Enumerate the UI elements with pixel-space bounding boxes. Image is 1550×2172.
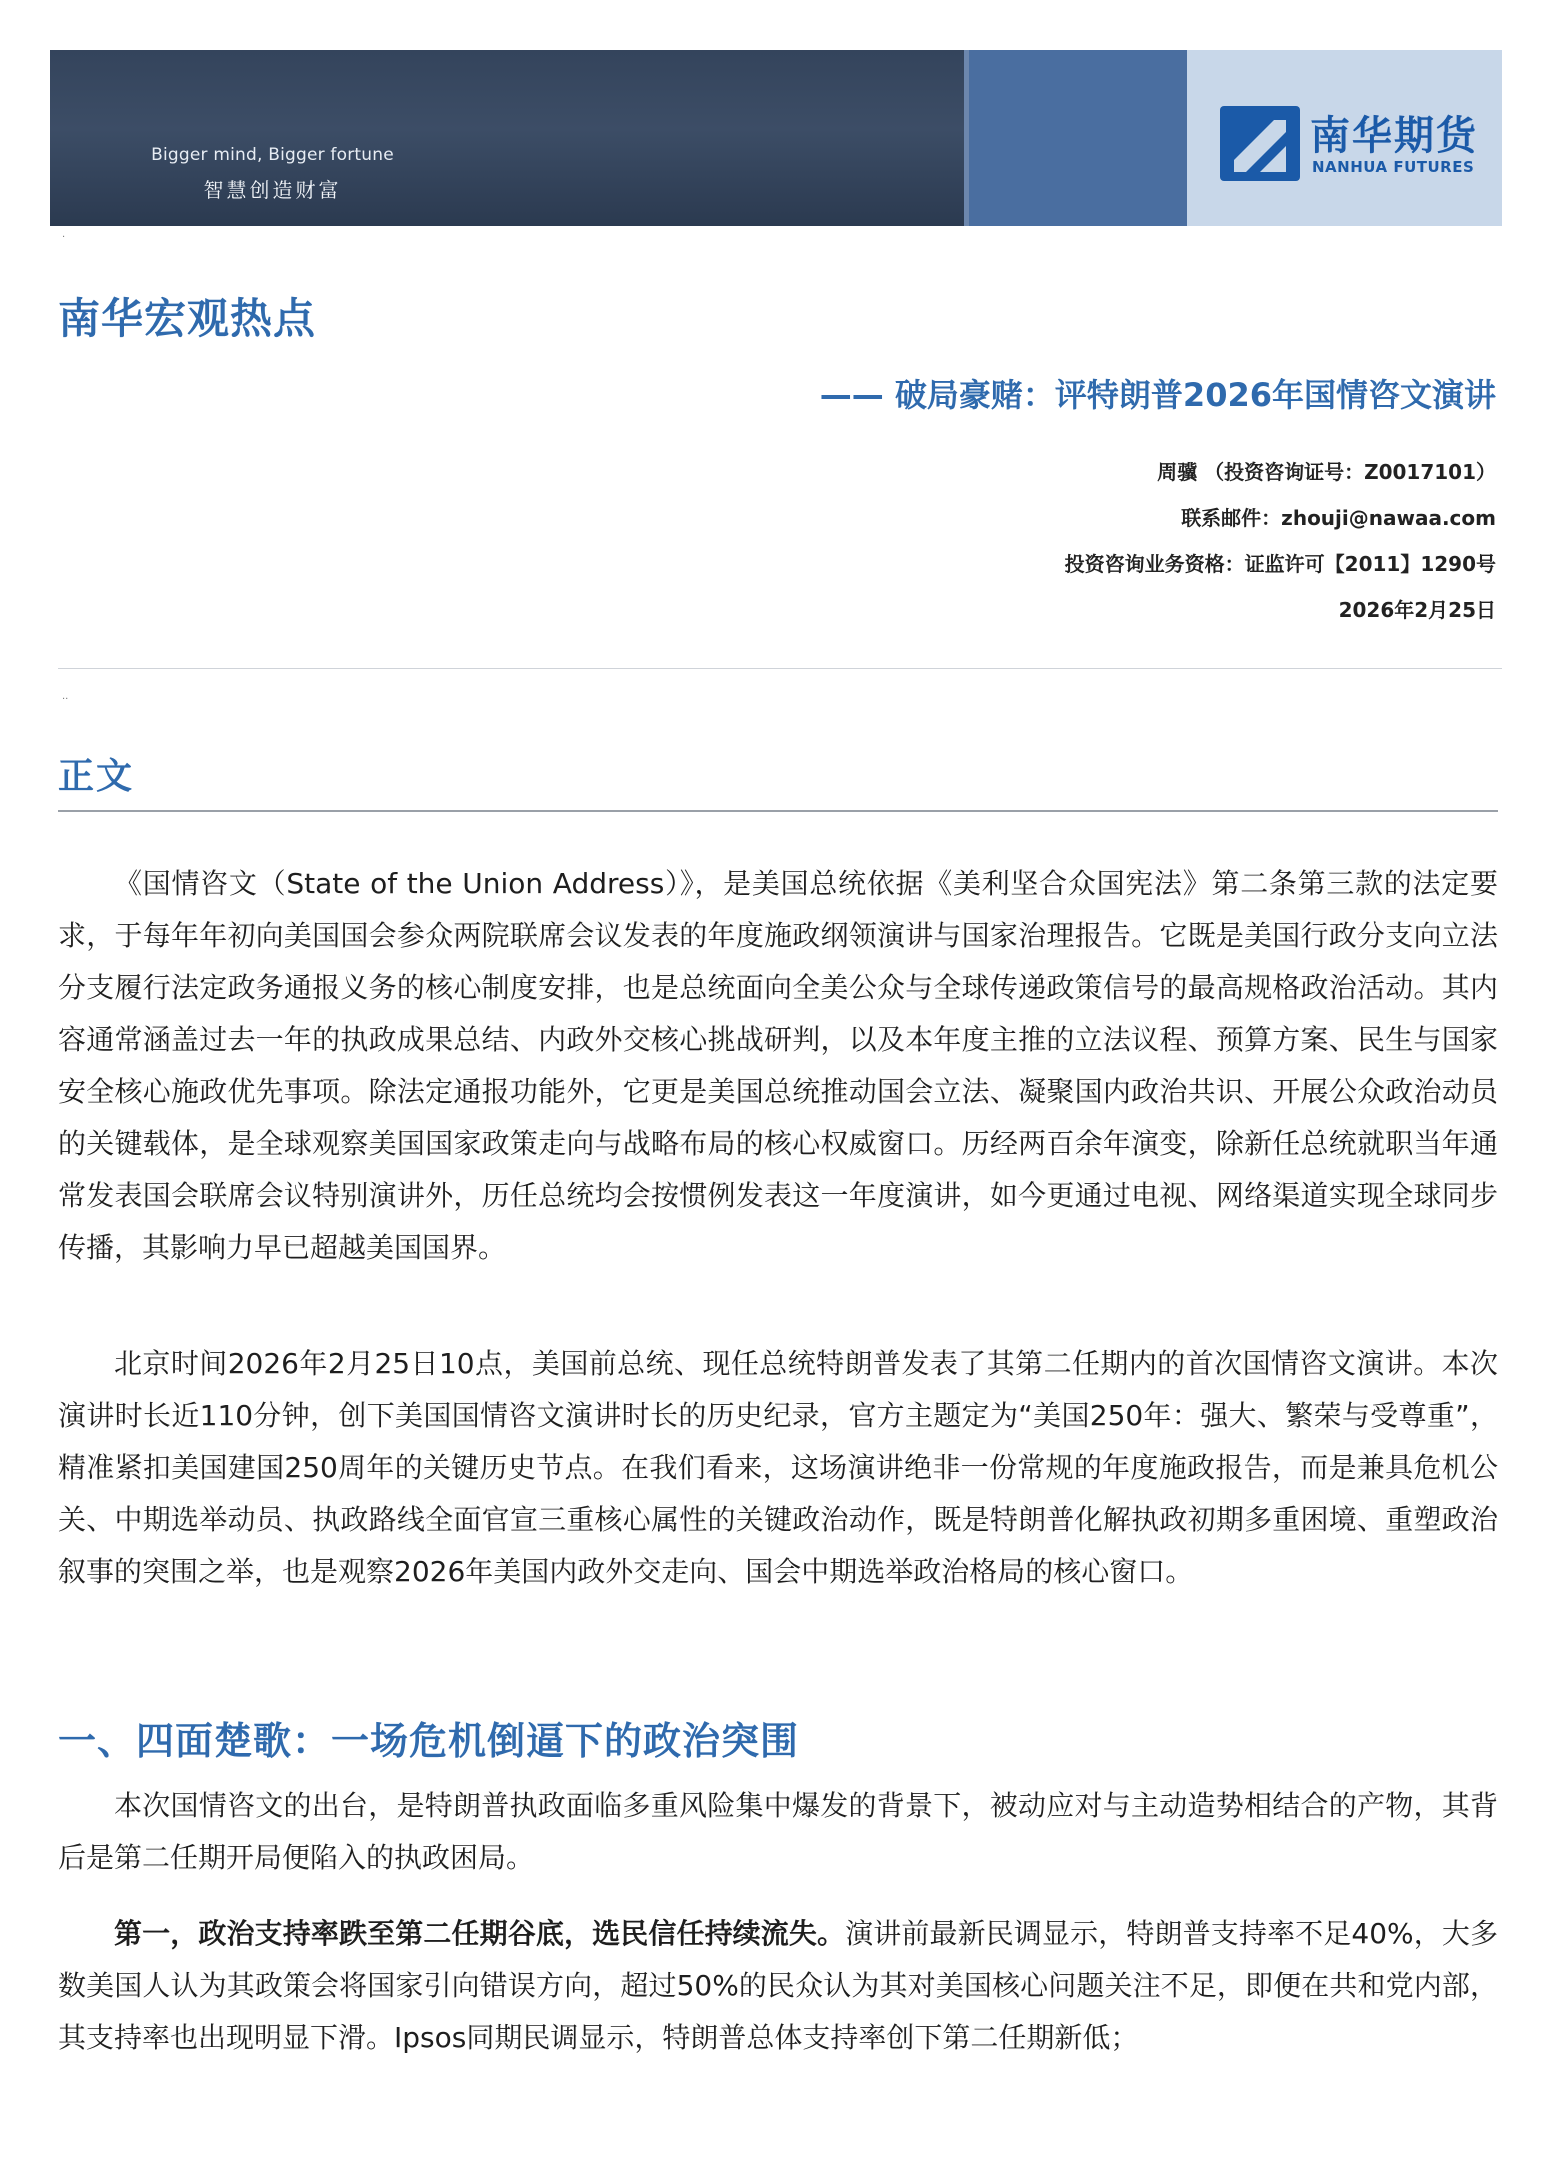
author-line: 周骥 （投资咨询证号：Z0017101） xyxy=(1157,460,1496,484)
report-subtitle: —— 破局豪赌：评特朗普2026年国情咨文演讲 xyxy=(819,376,1496,414)
paragraph-intro: 《国情咨文（State of the Union Address）》，是美国总统依据《美利坚合众国宪法》第二条第三款的法定要求，于每年年初向美国国会参众两院联席会议发表的年度施政纲领演讲与国家治理报告。它既是美国行政分支向立法分支履行法定政务通报义务的核心制度安排，也是总统面向全美公众与全球传递政策信号的最高规格政治活动。其内容通常涵盖过去一年的执政成果总结、内政外交核心挑战研判，以及本年度主推的立法议程、预算方案、民生与国家安全核心施政优先事项。除法定通报功能外，它更是美国总统推动国会立法、凝聚国内政治共识、开展公众政治动员的关键载体，是全球观察美国国家政策走向与战略布局的核心权威窗口。历经两百余年演变，除新任总统就职当年通常发表国会联席会议特别演讲外，历任总统均会按惯例发表这一年度演讲，如今更通过电视、网络渠道实现全球同步传播，其影响力早已超越美国国界。 xyxy=(58,867,1498,1264)
paragraph-speech-overview: 北京时间2026年2月25日10点，美国前总统、现任总统特朗普发表了其第二任期内的首次国情咨文演讲。本次演讲时长近110分钟，创下美国国情咨文演讲时长的历史纪录，官方主题定为“美国250年：强大、繁荣与受尊重”，精准紧扣美国建国250周年的关键历史节点。在我们看来，这场演讲绝非一份常规的年度施政报告，而是兼具危机公关、中期选举动员、执政路线全面官宣三重核心属性的关键政治动作，既是特朗普化解执政初期多重困境、重塑政治叙事的突围之举，也是观察2026年美国内政外交走向、国会中期选举政治格局的核心窗口。 xyxy=(58,1347,1498,1588)
tiny-dot-mark: ·· xyxy=(62,694,69,705)
paragraph-background: 本次国情咨文的出台，是特朗普执政面临多重风险集中爆发的背景下，被动应对与主动造势相结合的产物，其背后是第二任期开局便陷入的执政困局。 xyxy=(58,1789,1498,1874)
slogan-english: Bigger mind, Bigger fortune xyxy=(151,145,394,165)
chapter-heading: 一、四面楚歌：一场危机倒逼下的政治突围 xyxy=(58,1719,800,1763)
section-divider xyxy=(58,810,1498,812)
report-title: 南华宏观热点 xyxy=(58,294,317,343)
slogan-chinese: 智慧创造财富 xyxy=(203,178,342,202)
header-banner xyxy=(50,50,1502,226)
email-line: 联系邮件：zhouji@nawaa.com xyxy=(1181,506,1496,530)
nanhua-logo-icon xyxy=(1220,106,1300,181)
logo-text-chinese: 南华期货 xyxy=(1310,113,1478,159)
paragraph-lead-bold: 第一，政治支持率跌至第二任期谷底，选民信任持续流失。 xyxy=(114,1917,846,1950)
section-heading: 正文 xyxy=(58,756,135,797)
license-line: 投资咨询业务资格：证监许可【2011】1290号 xyxy=(1064,552,1496,576)
paragraph-rest: 演讲前最新民调显示，特朗普支持率不足40%，大多数美国人认为其政策会将国家引向错误方向，超过50%的民众认为其对美国核心问题关注不足，即便在共和党内部，其支持率也出现明显下滑。Ipsos同期民调显示，特朗普总体支持率创下第二任期新低； xyxy=(58,1917,1498,2054)
divider xyxy=(58,668,1502,669)
tiny-dot-mark: · xyxy=(62,232,66,243)
paragraph-approval xyxy=(58,1908,1498,2064)
logo-text-english: NANHUA FUTURES xyxy=(1312,158,1475,176)
date-line: 2026年2月25日 xyxy=(1338,598,1496,622)
banner-mid-panel xyxy=(969,50,1187,226)
